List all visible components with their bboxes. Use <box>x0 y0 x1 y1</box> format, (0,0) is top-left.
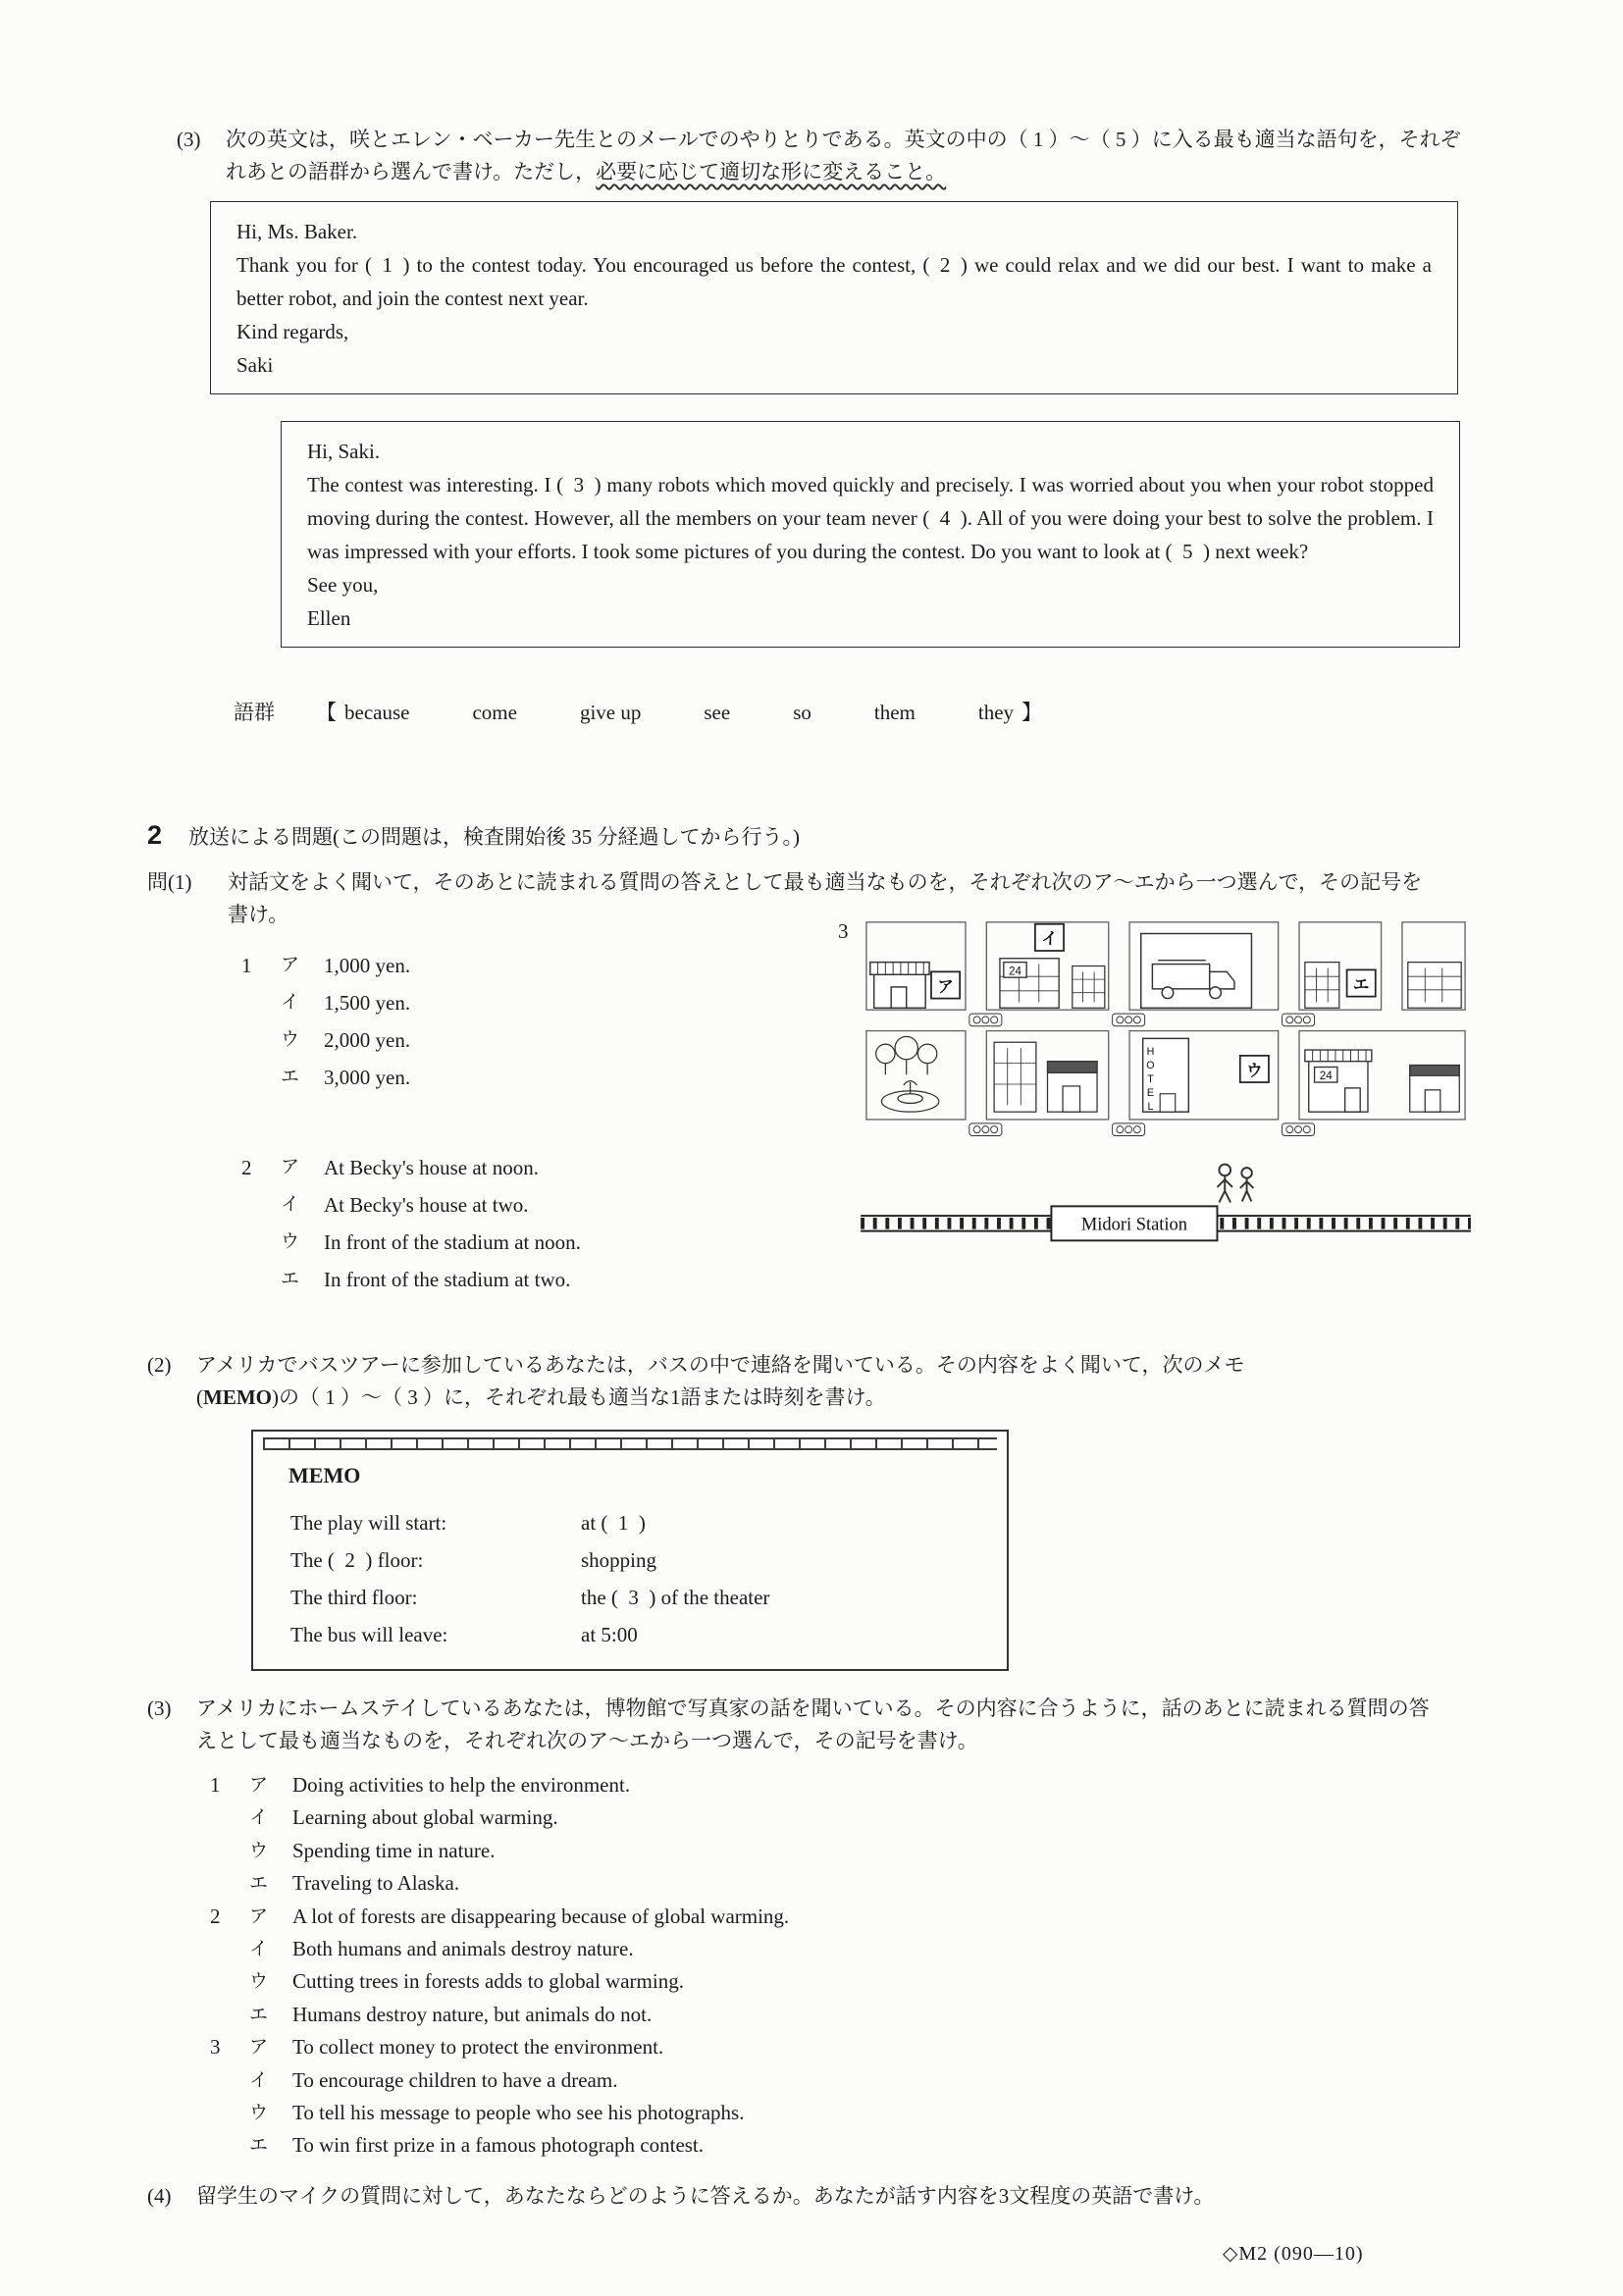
option-row <box>249 2097 744 2129</box>
option-marker: ウ <box>249 1840 269 1861</box>
email-greeting: Hi, Ms. Baker. <box>236 220 358 243</box>
option-text: At Becky's house at noon. <box>324 1156 540 1179</box>
option-row <box>281 1186 581 1224</box>
memo-row-label: The ( 2 ) floor: <box>290 1548 424 1572</box>
memo-row <box>290 1541 1007 1579</box>
prompt-text: )の（ 1 ）～（ 3 ）に，それぞれ最も適当な1語または時刻を書け。 <box>271 1385 886 1409</box>
question-3-prompt <box>226 124 1472 188</box>
city-map <box>861 916 1471 1252</box>
convenience-store-icon <box>999 959 1058 1009</box>
hotel-icon <box>1142 1038 1188 1114</box>
email-body: Thank you for ( 1 ) to the contest today. You encouraged us before the contest, ( 2 ) we could relax and we did our best. I want to make a better robot, and join the contest next year. <box>236 253 1432 310</box>
option-row <box>249 2064 744 2097</box>
option-row <box>281 984 410 1021</box>
option-row <box>249 1801 630 1834</box>
option-marker: エ <box>281 1269 300 1289</box>
options-list <box>281 1149 581 1298</box>
building-icon <box>994 1042 1036 1112</box>
map-marker-u <box>1239 1056 1268 1082</box>
memo-row <box>290 1579 1007 1616</box>
building-icon <box>1304 963 1338 1009</box>
email-signature: Ellen <box>307 606 351 630</box>
listening-q3-group3 <box>210 2031 1521 2163</box>
memo-box <box>251 1430 1009 1671</box>
memo-row-value: at ( 1 ) <box>581 1511 646 1535</box>
svg-text:イ: イ <box>1040 930 1058 949</box>
listening-q4-prompt: 留学生のマイクの質問に対して，あなたならどのように答えるか。あなたが話す内容を3文程度の英語で書け。 <box>196 2183 1215 2208</box>
prompt-text: アメリカでバスツアーに参加しているあなたは，バスの中で連絡を聞いている。その内容をよく聞いて，次のメモ <box>196 1353 1245 1377</box>
building-icon <box>1407 963 1460 1009</box>
option-marker: イ <box>281 992 300 1013</box>
listening-q1-label: 問(1) <box>147 870 192 894</box>
fire-station-icon <box>1140 933 1251 1008</box>
email-signature: Saki <box>236 353 274 377</box>
item-number: 2 <box>210 1904 221 1928</box>
shop-icon <box>869 963 928 1009</box>
prompt-text: ( <box>196 1385 203 1409</box>
fountain-icon <box>881 1081 938 1113</box>
word-bank-word: come <box>472 701 517 724</box>
svg-text:HOTEL: HOTEL <box>1143 1046 1156 1115</box>
svg-text:24: 24 <box>1008 965 1021 978</box>
option-marker: ウ <box>281 1029 300 1050</box>
section-title: 放送による問題(この問題は，検査開始後 35 分経過してから行う。) <box>188 825 800 849</box>
word-bank-word: give up <box>579 701 642 724</box>
option-row <box>249 2031 744 2063</box>
option-row <box>281 947 410 984</box>
option-marker: エ <box>249 2135 269 2157</box>
option-marker: ア <box>249 2037 269 2059</box>
email-closing: Kind regards, <box>236 320 349 343</box>
shop-icon <box>1047 1062 1097 1112</box>
option-marker: ウ <box>249 2103 269 2124</box>
option-row <box>249 1901 789 1933</box>
memo-row-value: shopping <box>581 1548 657 1572</box>
listening-q3 <box>147 1693 1521 1757</box>
word-bank-word: so <box>793 701 812 724</box>
listening-q3-group1 <box>210 1769 1521 1901</box>
option-row <box>249 1933 789 1965</box>
building-icon <box>1072 966 1104 1009</box>
option-text: At Becky's house at two. <box>324 1193 529 1217</box>
memo-row-value: the ( 3 ) of the theater <box>581 1586 770 1609</box>
memo-row-value: at 5:00 <box>581 1623 638 1646</box>
map-marker-e <box>1346 969 1375 996</box>
traffic-light-icon <box>969 1014 1314 1026</box>
option-row <box>249 2129 744 2162</box>
option-text: Cutting trees in forests adds to global warming. <box>292 1969 684 1994</box>
option-marker: エ <box>281 1067 300 1087</box>
option-marker: イ <box>249 2069 269 2091</box>
option-text: Traveling to Alaska. <box>292 1871 460 1896</box>
option-marker: エ <box>249 2004 269 2025</box>
listening-section-header <box>147 820 1521 854</box>
option-row <box>281 1261 581 1298</box>
word-bank <box>234 697 1474 726</box>
listening-q2-label: (2) <box>147 1353 172 1377</box>
options-list <box>249 1901 789 2032</box>
memo-decorative-border <box>263 1437 997 1450</box>
listening-q2 <box>147 1349 1521 1414</box>
memo-title: MEMO <box>288 1463 361 1487</box>
listening-section <box>147 820 1521 2213</box>
traffic-light-icon <box>969 1123 1314 1136</box>
item-number: 3 <box>210 2035 221 2060</box>
option-row <box>249 1999 789 2031</box>
option-marker: エ <box>249 1873 269 1895</box>
email-closing: See you, <box>307 573 379 597</box>
shop-icon <box>1409 1066 1459 1113</box>
option-text: 3,000 yen. <box>324 1066 411 1089</box>
option-text: A lot of forests are disappearing because of global warming. <box>292 1904 790 1928</box>
option-text: 2,000 yen. <box>324 1028 411 1052</box>
option-row <box>249 1965 789 1998</box>
options-list <box>249 2031 744 2163</box>
svg-text:24: 24 <box>1319 1070 1333 1083</box>
page-code: ◇M2 (090—10) <box>1223 2243 1364 2265</box>
memo-row-label: The play will start: <box>290 1511 447 1535</box>
option-text: In front of the stadium at noon. <box>324 1230 581 1254</box>
section-number: 2 <box>147 820 163 850</box>
option-row <box>249 1835 630 1867</box>
option-marker: ウ <box>281 1231 300 1252</box>
listening-q3-prompt: アメリカにホームステイしているあなたは，博物館で写真家の話を聞いている。その内容に合うように，話のあとに読まれる質問の答えとして最も適当なものを，それぞれ次のア～エから一つ選んで，その記号を書け。 <box>196 1696 1430 1752</box>
option-row <box>249 1867 630 1900</box>
listening-q2-prompt <box>196 1349 1440 1414</box>
options-list <box>281 947 410 1096</box>
memo-row <box>290 1616 1007 1653</box>
word-bank-word: because <box>344 701 410 724</box>
email-from-ellen <box>281 421 1460 648</box>
memo-word-bold: MEMO <box>203 1385 272 1409</box>
prompt-wavy-text: 必要に応じて適切な形に変えること。 <box>596 160 947 183</box>
listening-q3-label: (3) <box>147 1696 172 1720</box>
option-text: Spending time in nature. <box>292 1838 496 1862</box>
memo-row <box>290 1504 1007 1541</box>
option-text: 1,000 yen. <box>324 954 411 977</box>
option-text: To encourage children to have a dream. <box>292 2067 618 2092</box>
option-text: To collect money to protect the environment. <box>292 2035 664 2060</box>
option-text: To win first prize in a famous photograph contest. <box>292 2133 705 2158</box>
option-text: Doing activities to help the environment. <box>292 1773 631 1797</box>
svg-text:Midori Station: Midori Station <box>1080 1214 1187 1234</box>
people-icon <box>1217 1165 1253 1203</box>
station-label <box>1051 1206 1217 1240</box>
word-bank-word: they <box>977 701 1015 724</box>
option-marker: イ <box>249 1807 269 1829</box>
option-row <box>281 1149 581 1186</box>
listening-q1-item3 <box>838 916 1471 1252</box>
option-text: To tell his message to people who see his photographs. <box>292 2101 745 2125</box>
option-marker: ア <box>281 955 300 975</box>
listening-q1-prompt: 対話文をよく聞いて，そのあとに読まれる質問の答えとして最も適当なものを，それぞれ次のア～エから一つ選んで，その記号を書け。 <box>228 870 1423 926</box>
convenience-store-icon <box>1304 1050 1371 1112</box>
option-marker: ア <box>249 1775 269 1796</box>
word-bank-word: see <box>704 701 731 724</box>
word-bank-word: them <box>873 701 916 724</box>
email-from-saki <box>210 201 1458 394</box>
listening-q4-label: (4) <box>147 2183 172 2208</box>
svg-text:ア: ア <box>936 977 954 996</box>
option-marker: ア <box>249 1905 269 1927</box>
option-marker: ア <box>281 1157 300 1177</box>
memo-row-label: The bus will leave: <box>290 1623 448 1646</box>
listening-q3-group2 <box>210 1901 1521 2032</box>
prompt-text: 次の英文は，咲とエレン・ベーカー先生とのメールでのやりとりである。英文の中の（ 1 ）～（ 5 ）に入る最も適当な語句を，それぞれあとの語群から選んで書け。ただし， <box>226 128 1461 183</box>
svg-text:ウ: ウ <box>1245 1062 1263 1080</box>
email-body: The contest was interesting. I ( 3 ) many robots which moved quickly and precisely. I was worried about you when your robot stopped moving during the contest. However, all the members on your team never ( 4 ). All of you were doing your best to solve the problem. I was impressed with your efforts. I took some pictures of you during the contest. Do you want to look at ( 5 ) next week? <box>307 473 1434 563</box>
item-number: 2 <box>241 1156 252 1179</box>
option-row <box>249 1769 630 1801</box>
options-list <box>249 1769 630 1901</box>
item-number: 1 <box>210 1773 221 1797</box>
map-marker-i <box>1034 924 1063 951</box>
option-text: 1,500 yen. <box>324 991 411 1015</box>
option-marker: イ <box>249 1939 269 1960</box>
option-text: Learning about global warming. <box>292 1805 558 1830</box>
word-bank-words <box>344 701 1014 725</box>
word-bank-open-bracket: 【 <box>316 701 337 724</box>
option-row <box>281 1059 410 1096</box>
park-trees-icon <box>875 1036 936 1074</box>
option-text: Humans destroy nature, but animals do not. <box>292 2002 653 2026</box>
word-bank-label: 語群 <box>234 701 275 724</box>
item-number: 3 <box>838 919 849 943</box>
item-number: 1 <box>241 954 252 977</box>
question-3-prompt-row <box>177 124 1474 188</box>
option-marker: イ <box>281 1194 300 1215</box>
option-row <box>281 1021 410 1059</box>
option-text: Both humans and animals destroy nature. <box>292 1937 634 1961</box>
email-greeting: Hi, Saki. <box>307 440 381 463</box>
listening-q3-groups <box>210 1769 1521 2163</box>
question-3-label: (3) <box>177 128 201 151</box>
option-marker: ウ <box>249 1971 269 1993</box>
memo-row-label: The third floor: <box>290 1586 418 1609</box>
map-marker-a <box>930 971 959 998</box>
option-text: In front of the stadium at two. <box>324 1268 571 1291</box>
svg-text:エ: エ <box>1352 975 1369 994</box>
option-row <box>281 1224 581 1261</box>
question-3-section <box>177 124 1474 726</box>
listening-q4 <box>147 2180 1521 2213</box>
word-bank-close-bracket: 】 <box>1021 701 1043 724</box>
